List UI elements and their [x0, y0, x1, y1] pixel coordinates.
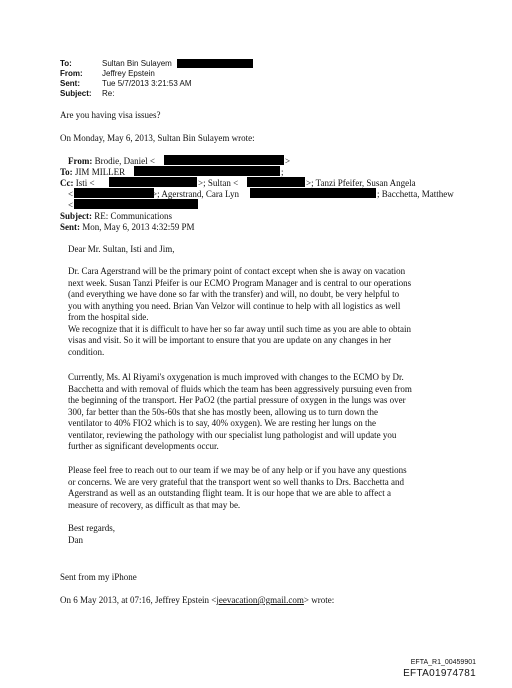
quote2-suffix: > wrote: — [303, 595, 335, 605]
quoted-from-tail: > — [285, 156, 291, 166]
from-label: From: — [60, 69, 83, 78]
quoted-cc-label: Cc: — [60, 178, 74, 188]
quote-intro: On Monday, May 6, 2013, Sultan Bin Sulayem wrote: — [60, 133, 255, 143]
email-link[interactable]: jeevacation@gmail.com — [216, 595, 304, 605]
letter-paragraph-1: Dr. Cara Agerstrand will be the primary point of contact except when she is away on vacation next week. Susan Tanzi Pfeifer is our ECMO Program Manager and is central to our operations (and everything we have done so far with the transfer) and will, no doubt, be very helpful to you with anything you need. Brian Van Velzor will continue to help with all logistics as well from the hospital side. We recognize that it is difficult to have her so far away until such time as you are able to obtain visas and visit. So it will be important to ensure that you are update on any changes in her condition. — [68, 266, 412, 357]
quoted-sent-value: Mon, May 6, 2013 4:32:59 PM — [82, 222, 195, 232]
quoted-subject-label: Subject: — [60, 211, 92, 221]
quoted-subject-row — [60, 211, 172, 222]
letter-salutation: Dear Mr. Sultan, Isti and Jim, — [68, 244, 175, 254]
redaction-box — [74, 188, 154, 198]
redaction-box — [109, 177, 197, 187]
quoted-cc-line2-b: >; Agerstrand, Cara Lyn — [152, 189, 240, 199]
from-value: Jeffrey Epstein — [102, 69, 155, 78]
letter-closing: Best regards, Dan — [68, 523, 115, 545]
redaction-box — [134, 166, 280, 176]
quote2-line — [60, 595, 334, 606]
sent-label: Sent: — [60, 79, 80, 88]
letter-paragraph-2: Currently, Ms. Al Riyami's oxygenation is much improved with changes to the ECMO by Dr. Bacchetta and with removal of fluids which the team has been aggressively pursuing even from the beginning of the transport. Her PaO2 (the partial pressure of oxygen in the lungs was over 300, far better than the 50s-60s that she has mostly been, allowing us to turn down the ventilator to 40% FIO2 which is to say, 40% oxygen). We are resting her lungs on the ventilator, reviewing the pathology with our specialist lung pathologist and will update you further as significant developments occur. — [68, 372, 412, 451]
letter-paragraph-3: Please feel free to reach out to our team if we may be of any help or if you have any questions or concerns. We are very grateful that the transport went so well thanks to Drs. Bacchetta and Agerstrand as well as an outstanding flight team. It is our hope that we are able to affect a measure of recovery, as difficult as that may be. — [68, 465, 407, 510]
redaction-box — [177, 59, 253, 68]
quoted-from-label: From: — [68, 156, 93, 166]
quoted-sent-label: Sent: — [60, 222, 80, 232]
sent-from-line: Sent from my iPhone — [60, 572, 137, 582]
quoted-to-tail: ; — [281, 167, 284, 177]
quoted-cc-line2-c: ; Bacchetta, Matthew — [377, 189, 454, 199]
footer-id: EFTA01974781 — [403, 668, 476, 679]
to-value: Sultan Bin Sulayem — [102, 59, 172, 68]
to-label: To: — [60, 59, 72, 68]
subject-value: Re: — [102, 89, 115, 98]
quoted-cc-value-a: Isti < — [75, 178, 95, 188]
quoted-to-value: JIM MILLER — [74, 167, 126, 177]
redaction-box — [164, 155, 284, 165]
quoted-cc-value-c: >; Tanzi Pfeifer, Susan Angela — [306, 178, 416, 188]
footer-ref: EFTA_R1_00459901 — [410, 659, 476, 666]
redaction-box — [250, 188, 376, 198]
quoted-subject-value: RE: Communications — [94, 211, 172, 221]
quoted-cc-value-b: >; Sultan < — [198, 178, 239, 188]
redaction-box — [247, 177, 305, 187]
subject-label: Subject: — [60, 89, 92, 98]
quoted-cc-line3: < — [68, 200, 74, 210]
quoted-cc-line2-a: < — [68, 189, 74, 199]
redaction-box — [74, 199, 198, 209]
quoted-to-label: To: — [60, 167, 73, 177]
sent-value: Tue 5/7/2013 3:21:53 AM — [102, 79, 192, 88]
quoted-from-value: Brodie, Daniel < — [94, 156, 155, 166]
quoted-sent-row — [60, 222, 195, 233]
body-line: Are you having visa issues? — [60, 110, 161, 120]
quote2-prefix: On 6 May 2013, at 07:16, Jeffrey Epstein < — [60, 595, 217, 605]
